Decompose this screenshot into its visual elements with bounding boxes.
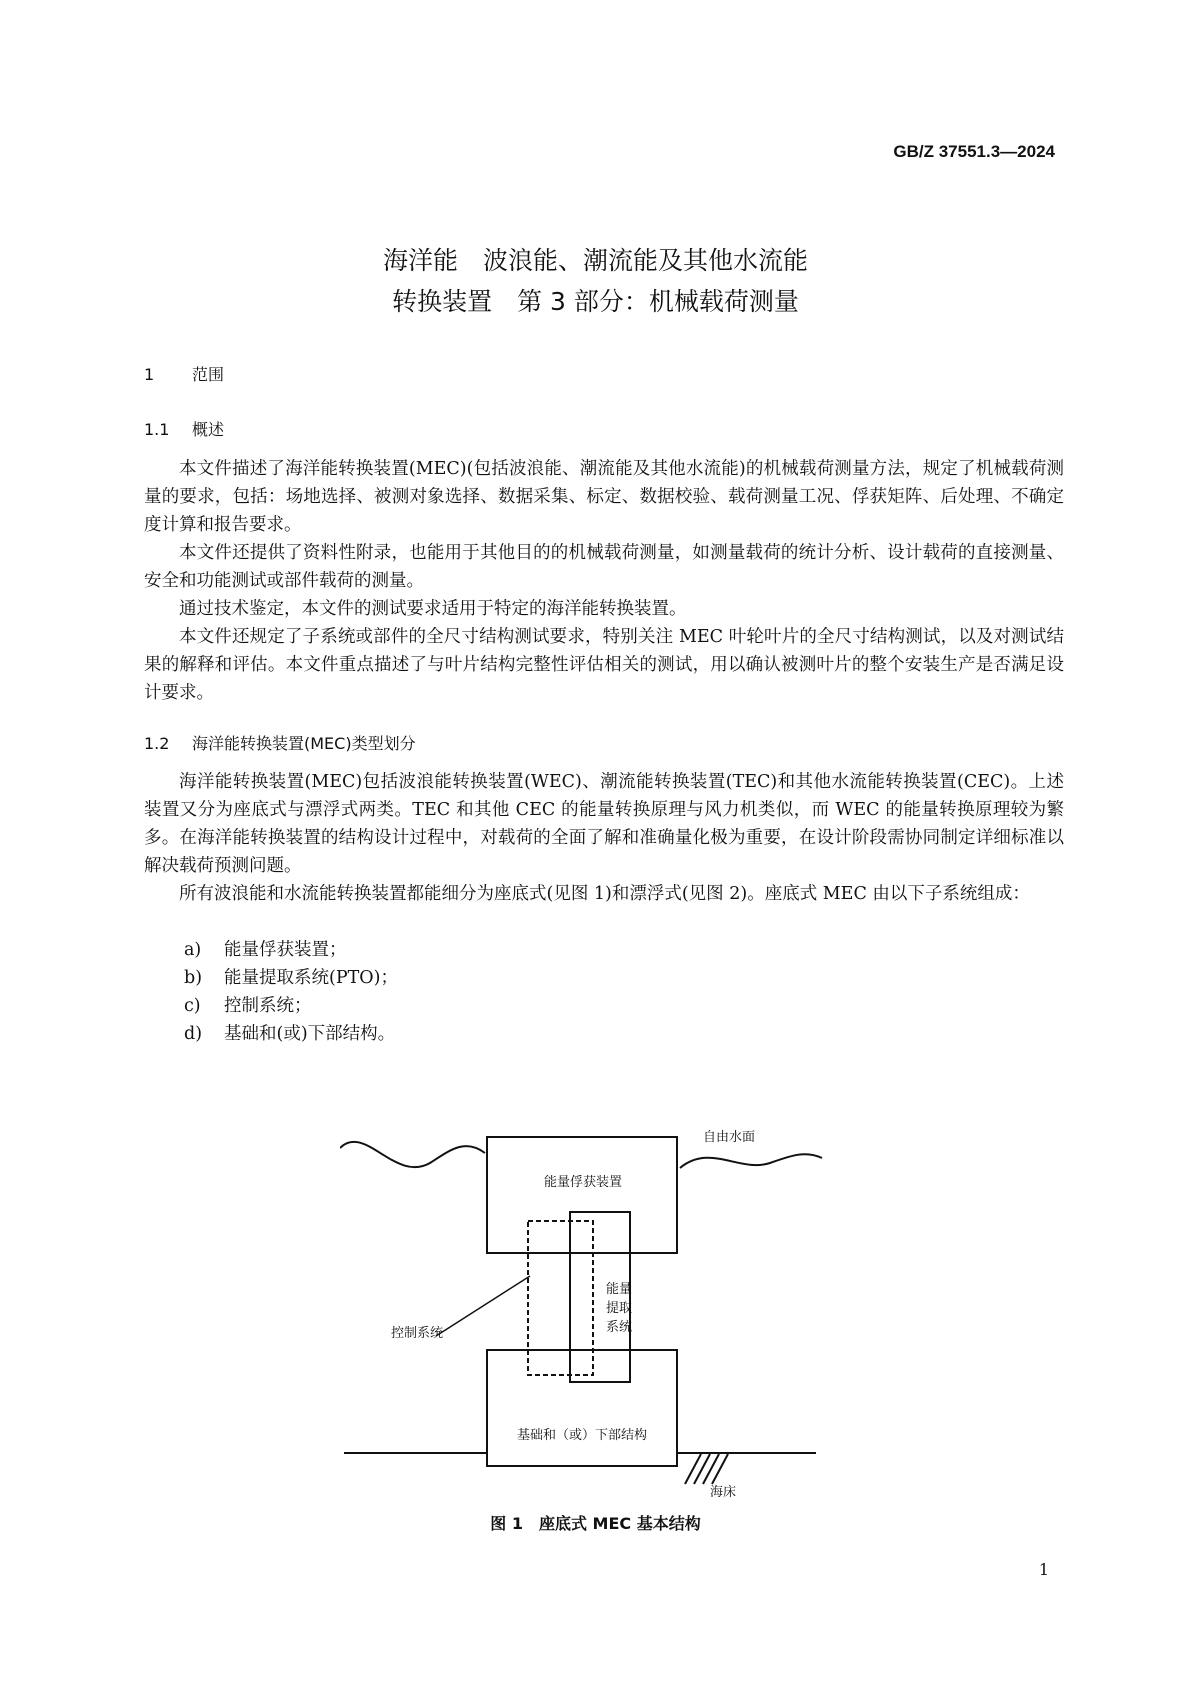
label-capture-device: 能量俘获装置 xyxy=(544,1175,623,1190)
standard-code: GB/Z 37551.3—2024 xyxy=(893,142,1055,161)
figure-1 xyxy=(340,1128,880,1498)
label-pto xyxy=(606,1280,632,1337)
label-pto-line: 能量 xyxy=(606,1282,633,1297)
section-1-2-body xyxy=(144,768,1064,908)
list-label: a) xyxy=(184,940,202,960)
free-surface-wave xyxy=(340,1142,485,1167)
list-item xyxy=(184,936,347,964)
free-surface-wave-right xyxy=(680,1154,822,1168)
list-item xyxy=(184,964,398,992)
paragraph: 本文件还提供了资料性附录，也能用于其他目的的机械载荷测量，如测量载荷的统计分析、设计载荷的直接测量、安全和功能测试或部件载荷的测量。 xyxy=(144,543,1064,591)
title-line-1: 海洋能 波浪能、潮流能及其他水流能 xyxy=(382,246,808,275)
section-heading-1 xyxy=(144,362,224,385)
list-text: 能量俘获装置； xyxy=(224,940,347,960)
title-line-2: 转换装置 第 3 部分：机械载荷测量 xyxy=(392,287,799,316)
label-control-system: 控制系统 xyxy=(391,1326,444,1341)
list-text: 能量提取系统(PTO)； xyxy=(224,968,398,988)
list-label: d) xyxy=(184,1024,203,1044)
page-number: 1 xyxy=(1038,1560,1049,1579)
paragraph: 所有波浪能和水流能转换装置都能细分为座底式(见图 1)和漂浮式(见图 2)。座底式 MEC 由以下子系统组成： xyxy=(179,884,1030,904)
list-label: b) xyxy=(184,968,203,988)
list-text: 基础和(或)下部结构。 xyxy=(224,1024,396,1044)
seabed-hatch xyxy=(694,1454,710,1484)
label-pto-line: 提取 xyxy=(606,1301,633,1316)
label-seabed: 海床 xyxy=(710,1485,737,1500)
label-foundation: 基础和（或）下部结构 xyxy=(517,1428,648,1443)
paragraph: 本文件还规定了子系统或部件的全尺寸结构测试要求，特别关注 MEC 叶轮叶片的全尺寸结构测试，以及对测试结果的解释和评估。本文件重点描述了与叶片结构完整性评估相关的测试，用以确认被测叶片的整个安装生产是否满足设计要求。 xyxy=(144,627,1064,703)
seabed-hatch xyxy=(685,1454,701,1484)
paragraph: 海洋能转换装置(MEC)包括波浪能转换装置(WEC)、潮流能转换装置(TEC)和其他水流能转换装置(CEC)。上述装置又分为座底式与漂浮式两类。TEC 和其他 CEC 的能量转换原理与风力机类似，而 WEC 的能量转换原理较为繁多。在海洋能转换装置的结构设计过程中，对载荷的全面了解和准确量化极为重要，在设计阶段需协同制定详细标准以解决载荷预测问题。 xyxy=(144,772,1064,876)
section-title: 概述 xyxy=(192,420,225,439)
section-title: 海洋能转换装置(MEC)类型划分 xyxy=(192,734,416,753)
section-number: 1.2 xyxy=(144,734,170,753)
document-title xyxy=(0,240,1191,322)
section-number: 1 xyxy=(144,365,155,384)
section-heading-1-1 xyxy=(144,417,224,440)
label-free-surface: 自由水面 xyxy=(703,1130,756,1145)
section-number: 1.1 xyxy=(144,420,170,439)
section-title: 范围 xyxy=(192,365,225,384)
section-1-1-body xyxy=(144,455,1064,707)
list-item xyxy=(184,992,312,1020)
seabed-hatch xyxy=(703,1454,719,1484)
label-pto-line: 系统 xyxy=(606,1320,633,1335)
foundation-box xyxy=(487,1350,677,1466)
paragraph: 通过技术鉴定，本文件的测试要求适用于特定的海洋能转换装置。 xyxy=(179,599,687,619)
seabed-hatch xyxy=(712,1454,728,1484)
paragraph: 本文件描述了海洋能转换装置(MEC)(包括波浪能、潮流能及其他水流能)的机械载荷测量方法，规定了机械载荷测量的要求，包括：场地选择、被测对象选择、数据采集、标定、数据校验、载荷测量工况、俘获矩阵、后处理、不确定度计算和报告要求。 xyxy=(144,459,1064,535)
control-leader-line xyxy=(436,1276,530,1336)
figure-caption: 图 1 座底式 MEC 基本结构 xyxy=(490,1514,701,1533)
section-heading-1-2 xyxy=(144,731,416,754)
list-text: 控制系统； xyxy=(224,996,312,1016)
capture-device-box xyxy=(487,1137,677,1253)
list-item xyxy=(184,1020,395,1048)
list-label: c) xyxy=(184,996,201,1016)
